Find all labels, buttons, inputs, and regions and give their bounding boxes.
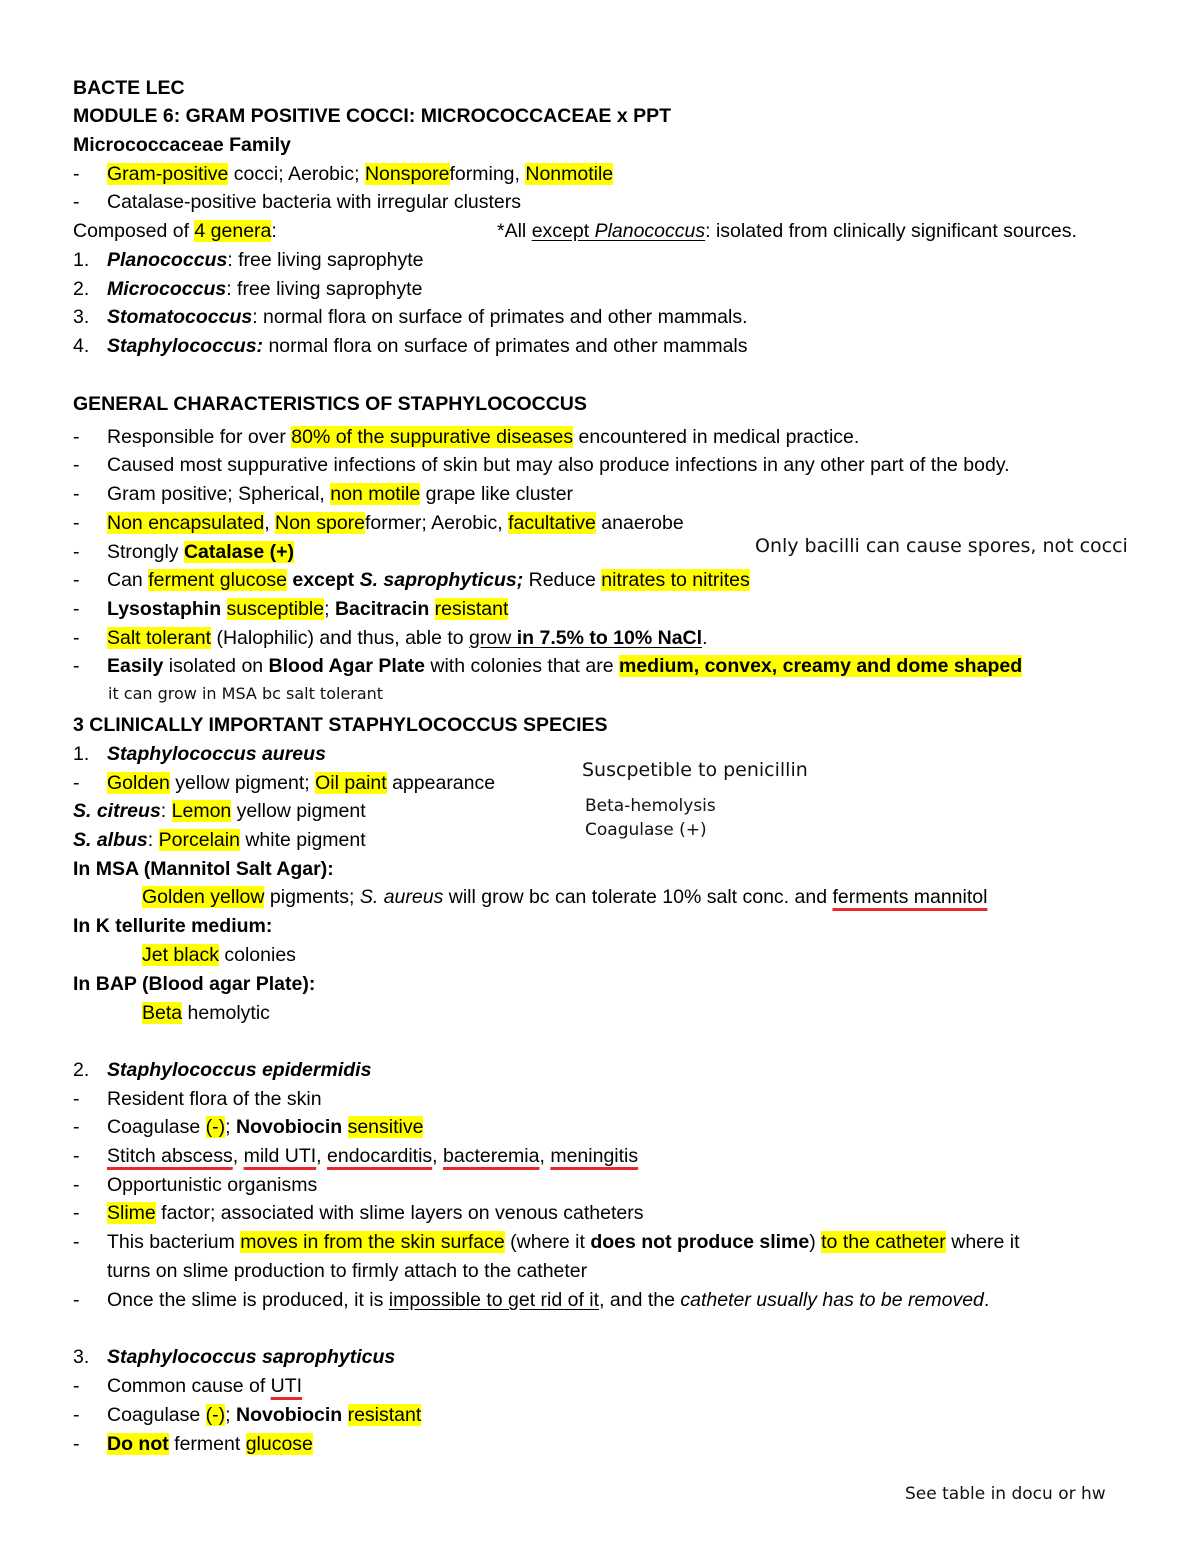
text-run: ferment: [168, 1433, 246, 1455]
text-run: Oil paint: [315, 772, 387, 794]
msa-line: [142, 885, 987, 909]
text-run: grape like cluster: [420, 483, 574, 505]
note-msa: it can grow in MSA bc salt tolerant: [108, 684, 384, 703]
text-run: Nonmotile: [525, 163, 614, 185]
bullet-dash: -: [73, 454, 80, 476]
note-see-table: See table in docu or hw: [905, 1484, 1106, 1504]
text-run: S. albus: [73, 829, 148, 851]
bullet-dash: -: [73, 1231, 80, 1253]
text-run: nitrates to nitrites: [601, 569, 750, 591]
text-run: ;: [225, 1116, 236, 1138]
list-number: 1.: [73, 249, 90, 271]
text-run: .: [983, 1289, 990, 1311]
text-run: (-): [205, 1116, 226, 1138]
module-title: MODULE 6: GRAM POSITIVE COCCI: MICROCOCCACEAE x PPT: [73, 105, 672, 127]
species-title: 3 CLINICALLY IMPORTANT STAPHYLOCOCCUS SPECIES: [73, 714, 608, 736]
text-run: Lysostaphin: [107, 598, 222, 620]
genus-item: [73, 305, 748, 329]
text-run: resistant: [347, 1404, 422, 1426]
bap-title: In BAP (Blood agar Plate):: [73, 973, 316, 995]
bullet-dash: -: [73, 1375, 80, 1397]
except-aside: [497, 219, 1077, 243]
text-run: Golden: [107, 772, 170, 794]
text-run: Novobiocin: [235, 1116, 343, 1138]
text-run: Coagulase: [107, 1404, 206, 1426]
epidermidis-bullet-6-cont: turns on slime production to firmly attach to the catheter: [107, 1260, 588, 1282]
species-name: Staphylococcus saprophyticus: [107, 1346, 396, 1368]
bullet-dash: -: [73, 1088, 80, 1110]
bullet-dash: -: [73, 1404, 80, 1426]
bullet-dash: -: [73, 655, 80, 677]
text-run: Golden yellow: [142, 886, 265, 908]
species-heading-epidermidis: [73, 1058, 371, 1082]
text-run: glucose: [245, 1433, 313, 1455]
text-run: .: [702, 627, 708, 649]
text-run: catheter usually has to be removed: [680, 1289, 984, 1311]
bullet-dash: -: [73, 627, 80, 649]
bullet-dash: -: [73, 1289, 80, 1311]
text-run: yellow pigment;: [169, 772, 316, 794]
genus-desc: : free living saprophyte: [227, 249, 424, 271]
k-tellurite-title: In K tellurite medium:: [73, 915, 273, 937]
genus-item: [73, 248, 424, 272]
genus-name: Stomatococcus: [107, 306, 253, 328]
text-run: does not produce slime: [590, 1231, 810, 1253]
text-run: impossible to get rid of it: [388, 1289, 600, 1311]
text-run: with colonies that are: [424, 655, 619, 677]
list-number: 3.: [73, 1346, 90, 1368]
composed-line: [73, 219, 277, 243]
list-number: 2.: [73, 1059, 90, 1081]
text-run: ): [809, 1231, 822, 1253]
genus-name: Planococcus: [107, 249, 228, 271]
text-run: *All: [497, 220, 532, 242]
text-run: S. citreus: [73, 800, 161, 822]
text-run: Can: [107, 569, 149, 591]
text-run: Jet black: [142, 944, 219, 966]
genus-item: [73, 277, 422, 301]
text-run: Beta: [142, 1002, 183, 1024]
text-run: Composed of: [73, 220, 195, 242]
text-run: Non encapsulated: [107, 512, 265, 534]
bullet-dash: -: [73, 1174, 80, 1196]
text-run: mild UTI: [243, 1145, 317, 1167]
text-run: resistant: [434, 598, 509, 620]
text-run: colonies: [218, 944, 296, 966]
text-run: ,: [432, 1145, 444, 1167]
text-run: Planococcus: [594, 220, 706, 242]
text-run: ;: [324, 598, 335, 620]
text-run: S. aureus: [359, 886, 444, 908]
text-run: cocci; Aerobic;: [228, 163, 365, 185]
text-run: (-): [205, 1404, 226, 1426]
text-run: in 7.5% to 10% NaCl: [511, 627, 703, 649]
text-run: Resident flora of the skin: [107, 1088, 322, 1110]
text-run: : isolated from clinically significant sources.: [705, 220, 1077, 242]
genus-desc: normal flora on surface of primates and other mammals: [263, 335, 748, 357]
text-run: [342, 1116, 347, 1138]
course-title: BACTE LEC: [73, 77, 185, 99]
text-run: encountered in medical practice.: [573, 426, 860, 448]
text-run: ,: [232, 1145, 244, 1167]
text-run: Non spore: [275, 512, 366, 534]
genus-desc: : normal flora on surface of primates and other mammals.: [252, 306, 748, 328]
text-run: Gram positive; Spherical,: [107, 483, 331, 505]
text-run: except: [286, 569, 360, 591]
bullet-dash: -: [73, 598, 80, 620]
text-run: S. saprophyticus;: [359, 569, 524, 591]
bap-line: [142, 1001, 270, 1025]
family-title: Micrococcaceae Family: [73, 134, 291, 156]
note-coagulase: Coagulase (+): [585, 820, 707, 840]
list-number: 1.: [73, 743, 90, 765]
genus-name: Staphylococcus:: [107, 335, 264, 357]
text-run: Coagulase: [107, 1116, 206, 1138]
species-heading-saprophyticus: [73, 1345, 395, 1369]
albus-line: [73, 828, 366, 852]
text-run: grow: [469, 627, 512, 649]
text-run: [429, 598, 434, 620]
text-run: ferment glucose: [148, 569, 287, 591]
note-spores: Only bacilli can cause spores, not cocci: [755, 535, 1128, 557]
bullet-dash: -: [73, 512, 80, 534]
list-number: 3.: [73, 306, 90, 328]
text-run: , and the: [599, 1289, 681, 1311]
bullet-dash: -: [73, 191, 80, 213]
text-run: Reduce: [523, 569, 602, 591]
text-run: Catalase (+): [183, 541, 294, 563]
text-run: facultative: [508, 512, 596, 534]
msa-title: In MSA (Mannitol Salt Agar):: [73, 858, 334, 880]
text-run: Strongly: [107, 541, 184, 563]
note-beta-hemolysis: Beta-hemolysis: [585, 796, 716, 816]
text-run: ,: [316, 1145, 328, 1167]
species-heading-aureus: [73, 742, 326, 766]
text-run: Easily: [107, 655, 164, 677]
text-run: Gram-positive: [107, 163, 229, 185]
text-run: pigments;: [264, 886, 360, 908]
text-run: will grow bc can tolerate 10% salt conc. and: [443, 886, 833, 908]
bullet-dash: -: [73, 483, 80, 505]
text-run: (Halophilic) and thus, able to: [211, 627, 470, 649]
bullet-dash: -: [73, 1116, 80, 1138]
text-run: to the catheter: [821, 1231, 946, 1253]
text-run: :: [147, 829, 159, 851]
bullet-dash: -: [73, 569, 80, 591]
list-number: 2.: [73, 278, 90, 300]
text-run: susceptible: [226, 598, 325, 620]
text-run: Do not: [107, 1433, 169, 1455]
text-run: :: [271, 220, 277, 242]
text-run: ,: [539, 1145, 551, 1167]
genus-item: [73, 334, 748, 358]
text-run: This bacterium: [107, 1231, 241, 1253]
text-run: ;: [225, 1404, 236, 1426]
text-run: [342, 1404, 347, 1426]
citreus-line: [73, 799, 366, 823]
text-run: Stitch abscess: [107, 1145, 233, 1167]
text-run: hemolytic: [182, 1002, 270, 1024]
text-run: yellow pigment: [231, 800, 366, 822]
species-name: Staphylococcus aureus: [107, 743, 326, 765]
text-run: 4 genera: [194, 220, 272, 242]
text-run: forming,: [449, 163, 526, 185]
text-run: isolated on: [163, 655, 269, 677]
text-run: non motile: [330, 483, 421, 505]
text-run: endocarditis: [327, 1145, 433, 1167]
species-name: Staphylococcus epidermidis: [107, 1059, 372, 1081]
text-run: Slime: [107, 1202, 156, 1224]
text-run: Responsible for over: [107, 426, 292, 448]
bullet-dash: -: [73, 541, 80, 563]
text-run: except: [531, 220, 595, 242]
bullet-dash: -: [73, 1433, 80, 1455]
text-run: factor; associated with slime layers on venous catheters: [155, 1202, 644, 1224]
text-run: meningitis: [550, 1145, 639, 1167]
text-run: Lemon: [171, 800, 232, 822]
k-tellurite-line: [142, 943, 296, 967]
text-run: Common cause of: [107, 1375, 271, 1397]
text-run: white pigment: [239, 829, 366, 851]
text-run: Nonspore: [364, 163, 450, 185]
text-run: Once the slime is produced, it is: [107, 1289, 389, 1311]
text-run: Catalase-positive bacteria with irregular clusters: [107, 191, 522, 213]
text-run: Salt tolerant: [107, 627, 212, 649]
bullet-dash: -: [73, 426, 80, 448]
bullet-dash: -: [73, 772, 80, 794]
text-run: Caused most suppurative infections of skin but may also produce infections in any other part of the body.: [107, 454, 1010, 476]
text-run: 80% of the suppurative diseases: [291, 426, 574, 448]
text-run: sensitive: [347, 1116, 424, 1138]
general-title: GENERAL CHARACTERISTICS OF STAPHYLOCOCCUS: [73, 393, 587, 415]
text-run: bacteremia: [443, 1145, 540, 1167]
text-run: Bacitracin: [334, 598, 430, 620]
text-run: anaerobe: [595, 512, 684, 534]
text-run: UTI: [270, 1375, 303, 1397]
genus-desc: : free living saprophyte: [226, 278, 423, 300]
bullet-dash: -: [73, 1202, 80, 1224]
list-number: 4.: [73, 335, 90, 357]
text-run: Porcelain: [158, 829, 240, 851]
text-run: ,: [264, 512, 276, 534]
text-run: (where it: [504, 1231, 591, 1253]
text-run: Blood Agar Plate: [268, 655, 425, 677]
genus-name: Micrococcus: [107, 278, 227, 300]
bullet-dash: -: [73, 1145, 80, 1167]
text-run: medium, convex, creamy and dome shaped: [618, 655, 1023, 677]
note-penicillin: Suscpetible to penicillin: [582, 759, 808, 781]
text-run: ferments mannitol: [832, 886, 988, 908]
text-run: Novobiocin: [235, 1404, 343, 1426]
text-run: former; Aerobic,: [365, 512, 509, 534]
text-run: where it: [945, 1231, 1020, 1253]
text-run: :: [160, 800, 172, 822]
text-run: [221, 598, 226, 620]
bullet-dash: -: [73, 163, 80, 185]
text-run: Opportunistic organisms: [107, 1174, 318, 1196]
text-run: moves in from the skin surface: [240, 1231, 505, 1253]
text-run: appearance: [386, 772, 496, 794]
